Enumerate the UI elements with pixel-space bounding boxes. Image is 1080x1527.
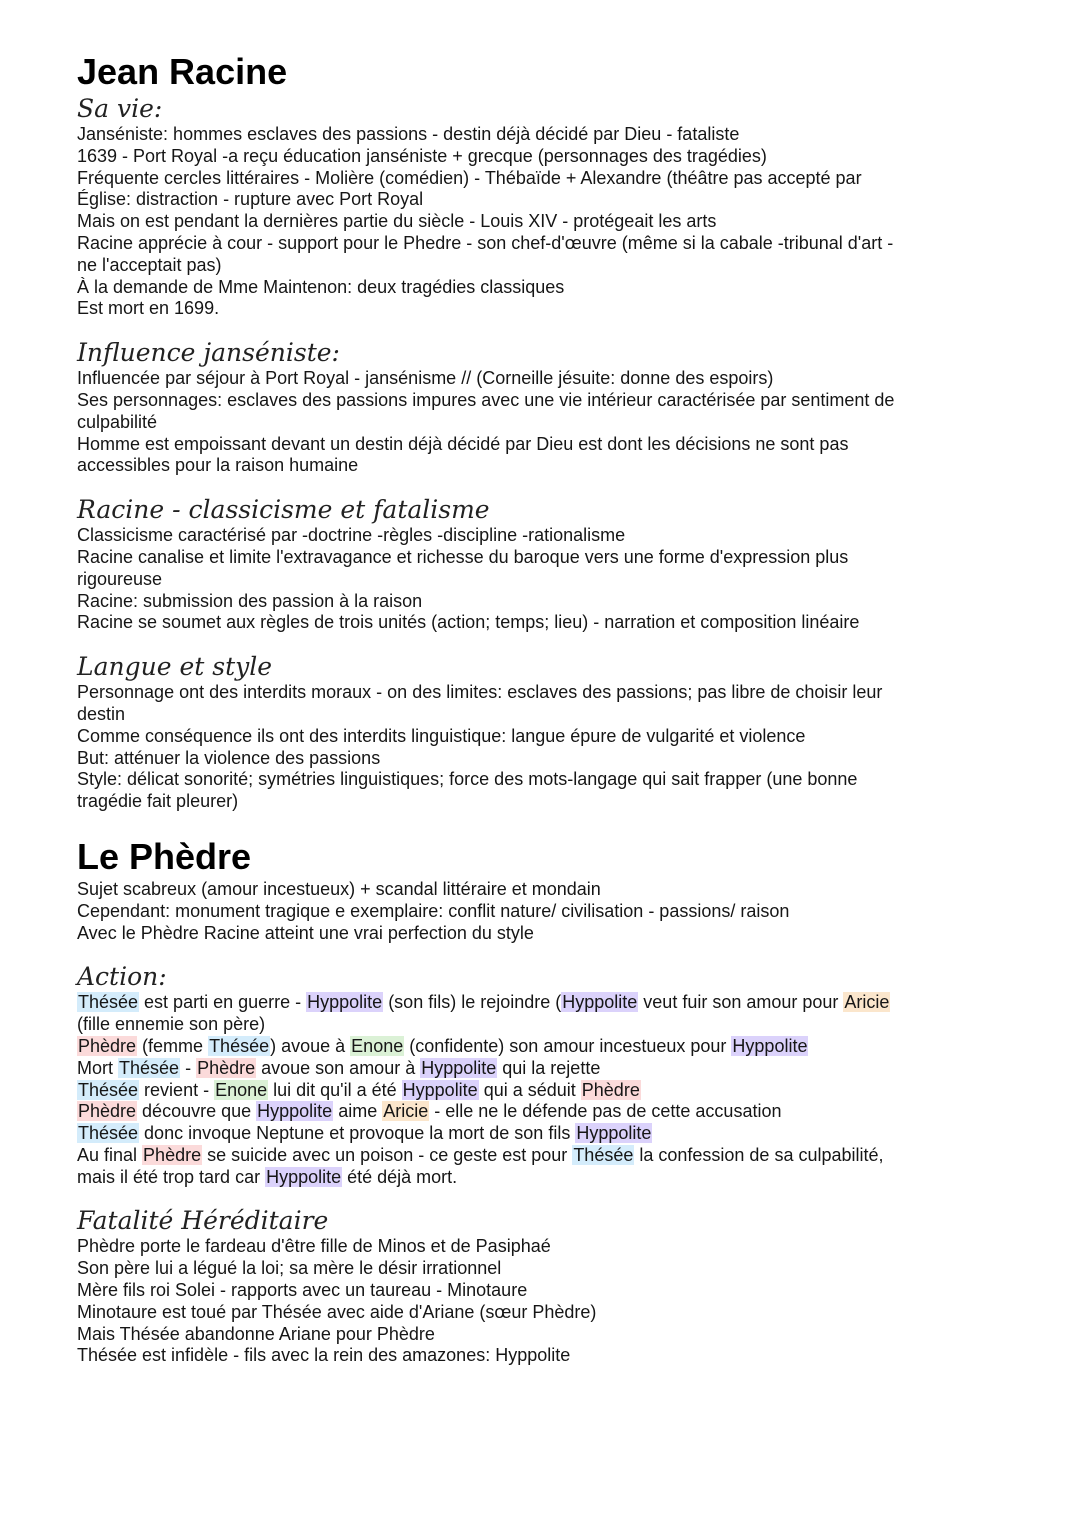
highlight-phedre: Phèdre <box>197 1057 256 1078</box>
text-line: Janséniste: hommes esclaves des passions - destin déjà décidé par Dieu - fataliste <box>77 124 740 144</box>
text-line: Minotaure est toué par Thésée avec aide d'Ariane (sœur Phèdre) <box>77 1301 597 1322</box>
highlight-hyppolite: Hyppolite <box>562 992 638 1013</box>
action-line: Mort Thésée - Phèdre avoue son amour à Hyppolite qui la rejette <box>77 1057 601 1078</box>
text-line: Homme est empoissant devant un destin déjà décidé par Dieu est dont les décisions ne sont pas <box>77 433 849 454</box>
text-line: Thésée est infidèle - fils avec la rein des amazones: Hyppolite <box>77 1345 571 1366</box>
text-line: Phèdre porte le fardeau d'être fille de Minos et de Pasiphaé <box>77 1236 551 1257</box>
highlight-thesee: Thésée <box>573 1144 634 1165</box>
highlight-thesee: Thésée <box>78 992 139 1013</box>
text-line: Racine: submission des passion à la raison <box>77 590 423 611</box>
text-line: Son père lui a légué la loi; sa mère le désir irrationnel <box>77 1258 502 1279</box>
action-line: Phèdre découvre que Hyppolite aime Aricie - elle ne le défende pas de cette accusation <box>78 1101 782 1122</box>
text-line: Est mort en 1699. <box>77 298 220 319</box>
heading-action: Action: <box>77 962 167 992</box>
phedre-intro <box>77 879 1017 944</box>
text-line: destin <box>77 703 126 724</box>
text-line: Personnage ont des interdits moraux - on des limites: esclaves des passions; pas libre de choisir leur <box>77 682 883 703</box>
text-line: 1639 - Port Royal -a reçu éducation janséniste + grecque (personnages des tragédies) <box>77 145 767 166</box>
highlight-enone: Enone <box>215 1079 268 1100</box>
highlight-thesee: Thésée <box>78 1079 139 1100</box>
highlight-thesee: Thésée <box>119 1057 180 1078</box>
highlight-enone: Enone <box>351 1035 404 1056</box>
highlight-hyppolite: Hyppolite <box>421 1057 497 1078</box>
heading-classicisme: Racine - classicisme et fatalisme <box>77 495 490 525</box>
action-line: Thésée revient - Enone lui dit qu'il a été Hyppolite qui a séduit Phèdre <box>78 1079 640 1100</box>
text-line: Mais Thésée abandonne Ariane pour Phèdre <box>77 1323 435 1344</box>
highlight-aricie: Aricie <box>383 1101 429 1122</box>
text-line: Racine canalise et limite l'extravagance et richesse du baroque vers une forme d'expression plus <box>77 546 849 567</box>
text-line: Influencée par séjour à Port Royal - jansénisme // (Corneille jésuite: donne des espoirs) <box>77 368 774 389</box>
text-line: Racine apprécie à cour - support pour le Phedre - son chef-d'œuvre (même si la cabale -tribunal d'art - <box>77 232 894 253</box>
section-classicisme <box>77 495 1017 634</box>
section-action <box>77 962 1017 1188</box>
text-line: Avec le Phèdre Racine atteint une vrai perfection du style <box>77 922 534 943</box>
highlight-thesee: Thésée <box>78 1123 139 1144</box>
text-line: Ses personnages: esclaves des passions impures avec une vie intérieur caractérisée par sentiment de <box>77 389 895 410</box>
highlight-hyppolite: Hyppolite <box>402 1079 478 1100</box>
text-line: Mais on est pendant la dernières partie du siècle - Louis XIV - protégeait les arts <box>77 211 717 232</box>
section-sa-vie <box>77 94 1017 320</box>
text-line: À la demande de Mme Maintenon: deux tragédies classiques <box>77 276 565 297</box>
text-line: accessibles pour la raison humaine <box>77 455 359 476</box>
text-line: tragédie fait pleurer) <box>77 791 239 812</box>
heading-langue-et-style: Langue et style <box>77 652 273 682</box>
highlight-hyppolite: Hyppolite <box>266 1166 342 1187</box>
highlight-thesee: Thésée <box>209 1035 270 1056</box>
section-fatalite-hereditaire <box>77 1206 1017 1367</box>
section-influence-janseniste <box>77 338 1017 477</box>
highlight-aricie: Aricie <box>844 992 890 1013</box>
text-line: Racine se soumet aux règles de trois unités (action; temps; lieu) - narration et composition linéaire <box>77 612 860 633</box>
text-line: culpabilité <box>77 411 158 432</box>
text-line: ne l'acceptait pas) <box>77 254 222 275</box>
title-le-phedre: Le Phèdre <box>77 835 252 877</box>
highlight-phedre: Phèdre <box>78 1035 137 1056</box>
text-line: Fréquente cercles littéraires - Molière (comédien) - Thébaïde + Alexandre (théâtre pas accepté par <box>77 167 862 188</box>
text-line: Église: distraction - rupture avec Port Royal <box>77 189 424 210</box>
document-page <box>77 50 1017 1367</box>
text-line: Sujet scabreux (amour incestueux) + scandal littéraire et mondain <box>77 878 601 899</box>
highlight-hyppolite: Hyppolite <box>307 992 383 1013</box>
text-line: Cependant: monument tragique e exemplaire: conflit nature/ civilisation - passions/ raison <box>77 900 790 921</box>
text-line: But: atténuer la violence des passions <box>77 747 381 768</box>
action-line: mais il été trop tard car Hyppolite été déjà mort. <box>77 1166 458 1187</box>
action-line: (fille ennemie son père) <box>77 1014 266 1035</box>
text-line: Comme conséquence ils ont des interdits linguistique: langue épure de vulgarité et violence <box>77 725 806 746</box>
action-line: Thésée est parti en guerre - Hyppolite (son fils) le rejoindre (Hyppolite veut fuir son amour pour Aricie <box>78 992 890 1013</box>
heading-sa-vie: Sa vie: <box>77 94 163 123</box>
action-line: Phèdre (femme Thésée) avoue à Enone (confidente) son amour incestueux pour Hyppolite <box>78 1035 808 1056</box>
text-line: Mère fils roi Solei - rapports avec un taureau - Minotaure <box>77 1280 528 1301</box>
section-langue-et-style <box>77 652 1017 813</box>
highlight-hyppolite: Hyppolite <box>576 1123 652 1144</box>
highlight-phedre: Phèdre <box>581 1079 640 1100</box>
highlight-hyppolite: Hyppolite <box>732 1035 808 1056</box>
action-line: Au final Phèdre se suicide avec un poison - ce geste est pour Thésée la confession de sa culpabilité, <box>77 1144 884 1165</box>
highlight-hyppolite: Hyppolite <box>257 1101 333 1122</box>
text-line: rigoureuse <box>77 568 163 589</box>
action-line: Thésée donc invoque Neptune et provoque la mort de son fils Hyppolite <box>78 1123 652 1144</box>
highlight-phedre: Phèdre <box>143 1144 202 1165</box>
title-jean-racine: Jean Racine <box>77 51 288 92</box>
text-line: Classicisme caractérisé par -doctrine -règles -discipline -rationalisme <box>77 525 626 546</box>
heading-influence-janseniste: Influence janséniste: <box>77 338 340 368</box>
heading-fatalite-hereditaire: Fatalité Héréditaire <box>77 1206 329 1236</box>
text-line: Style: délicat sonorité; symétries linguistiques; force des mots-langage qui sait frapper (une bonne <box>77 769 858 790</box>
highlight-phedre: Phèdre <box>78 1101 137 1122</box>
